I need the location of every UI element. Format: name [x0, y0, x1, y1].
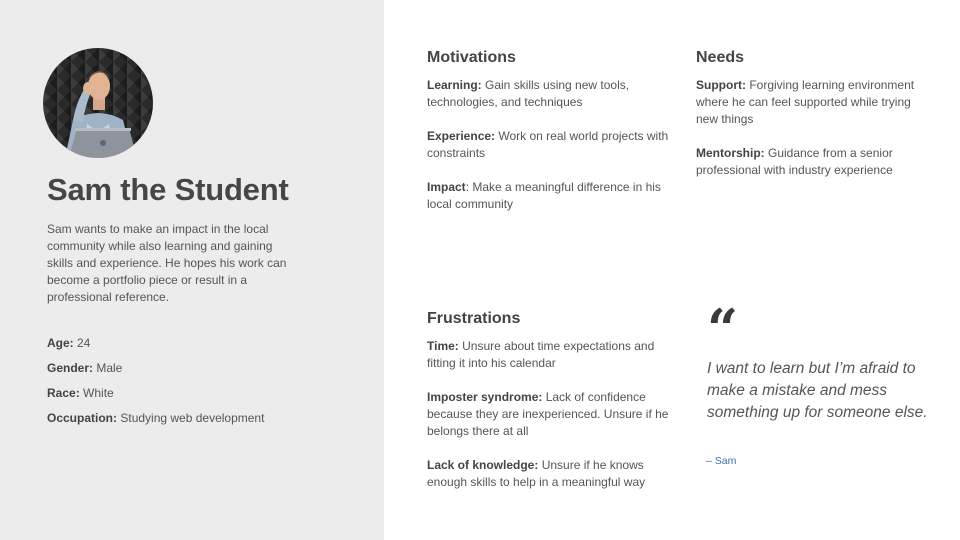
avatar — [43, 48, 153, 158]
fact-label: Race: — [47, 386, 80, 400]
motivation-item — [427, 77, 672, 111]
frustration-item — [427, 338, 675, 372]
fact-label: Gender: — [47, 361, 94, 375]
item-text: Lack of confidence because they are inexperienced. Unsure if he belongs there at all — [427, 390, 669, 438]
fact-age — [47, 335, 367, 352]
fact-value: Male — [93, 361, 123, 375]
item-text: Unsure about time expectations and fitting it into his calendar — [427, 339, 655, 370]
quote-mark-icon: “ — [707, 297, 739, 361]
motivation-item — [427, 179, 672, 213]
item-label: Mentorship: — [696, 146, 765, 160]
needs-section — [696, 48, 926, 196]
frustrations-heading: Frustrations — [427, 310, 521, 327]
fact-value: Studying web development — [117, 411, 265, 425]
fact-label: Age: — [47, 336, 74, 350]
motivation-item — [427, 128, 672, 162]
needs-heading: Needs — [696, 49, 745, 66]
fact-race — [47, 385, 367, 402]
item-text: Guidance from a senior professional with industry experience — [696, 146, 893, 177]
item-label: Time: — [427, 339, 459, 353]
fact-occupation — [47, 410, 367, 427]
frustration-item — [427, 389, 675, 440]
persona-quote: I want to learn but I’m afraid to make a mistake and mess something up for someone else. — [707, 360, 928, 421]
persona-sidebar — [0, 0, 384, 540]
item-label: Experience: — [427, 129, 496, 143]
fact-value: White — [79, 386, 114, 400]
item-text: Work on real world projects with constraints — [427, 129, 669, 160]
frustration-item — [427, 457, 675, 491]
item-label: Imposter syndrome: — [427, 390, 543, 404]
fact-label: Occupation: — [47, 411, 118, 425]
item-label: Learning: — [427, 78, 482, 92]
item-text: Gain skills using new tools, technologies, and techniques — [427, 78, 630, 109]
item-text: Unsure if he knows enough skills to help in a meaningful way — [427, 458, 646, 489]
person-photo-icon — [43, 48, 153, 158]
need-item — [696, 145, 926, 179]
persona-facts — [47, 335, 367, 435]
item-label: Lack of knowledge: — [427, 458, 539, 472]
item-label: Impact — [427, 180, 466, 194]
item-text: : Make a meaningful difference in his local community — [427, 180, 661, 211]
item-label: Support: — [696, 78, 746, 92]
frustrations-section — [427, 309, 675, 508]
persona-name: Sam the Student — [47, 172, 289, 207]
motivations-section — [427, 48, 672, 230]
item-text: Forgiving learning environment where he can feel supported while trying new things — [696, 78, 915, 126]
fact-value: 24 — [73, 336, 91, 350]
quote-author: – Sam — [706, 455, 737, 467]
fact-gender — [47, 360, 367, 377]
persona-bio: Sam wants to make an impact in the local community while also learning and gaining skills and experience. He hopes his work can become a portfolio piece or result in a professional reference. — [47, 222, 287, 304]
need-item — [696, 77, 926, 128]
motivations-heading: Motivations — [427, 49, 516, 66]
